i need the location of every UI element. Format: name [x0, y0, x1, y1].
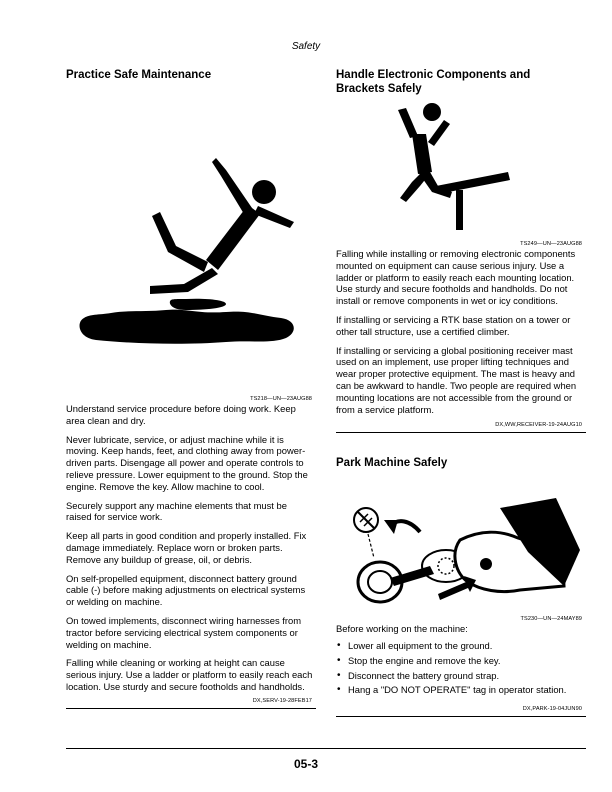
paragraph: If installing or servicing a global positioning receiver mast used on an implement, use proper lifting techniques and wear proper protective equipment. The mast is heavy and can be awkward to handle. Two people are required when mounting locations are not accessible from the ground or from a service platform.	[336, 344, 577, 415]
falling-climber-icon	[392, 102, 512, 234]
paragraph: Understand service procedure before doing work. Keep area clean and dry.	[66, 403, 296, 426]
park-steps-list	[336, 640, 588, 699]
paragraph: Never lubricate, service, or adjust machine while it is moving. Keep hands, feet, and clothing away from power-driven parts. Disengage all power and operate controls to relieve pressure. Lower equipment to the ground. Stop the engine. Remove the key. Allow machine to cool.	[66, 433, 308, 492]
document-code: DX,PARK-19-04JUN90	[522, 706, 582, 712]
handle-electronic-components-title	[336, 68, 596, 96]
section-divider	[336, 716, 586, 717]
footer-rule	[66, 748, 586, 749]
right-top-body	[336, 248, 586, 415]
falling-person-icon	[76, 150, 308, 350]
fall-from-structure-illustration	[392, 102, 512, 234]
title-line: Handle Electronic Components and	[336, 69, 531, 81]
paragraph: If installing or servicing a RTK base station on a tower or other tall structure, use a certified climber.	[336, 313, 571, 337]
remove-key-illustration	[350, 494, 586, 610]
figure-code: TS218—UN—23AUG88	[250, 396, 312, 402]
list-item: • Lower all equipment to the ground.	[336, 640, 588, 652]
paragraph: On self-propelled equipment, disconnect battery ground cable (-) before making adjustments on electrical systems or welding on machine.	[66, 572, 306, 608]
paragraph: Falling while installing or removing electronic components mounted on equipment can cause serious injury. Use a ladder or platform to easily reach each mounting location. Use sturdy and secure footholds and handholds. Do not install or remove components in wet or icy conditions.	[336, 248, 576, 307]
paragraph: Falling while cleaning or working at height can cause serious injury. Use a ladder or platform to easily reach each location. Use sturdy and secure footholds and handholds.	[66, 657, 313, 692]
paragraph: Securely support any machine elements that must be raised for service work.	[66, 499, 287, 523]
figure-code: TS249—UN—23AUG88	[520, 241, 582, 247]
paragraph: Keep all parts in good condition and properly installed. Fix damage immediately. Replace worn or broken parts. Remove any buildup of grease, oil, or debris.	[66, 530, 307, 565]
list-item: • Stop the engine and remove the key.	[336, 655, 588, 667]
figure-code: TS230—UN—24MAY89	[520, 616, 582, 622]
paragraph: On towed implements, disconnect wiring harnesses from tractor before servicing electrical system components or welding on machine.	[66, 614, 301, 650]
section-header: Safety	[291, 41, 321, 52]
section-divider	[336, 432, 586, 433]
fall-hazard-illustration	[76, 150, 308, 350]
document-code: DX,WW,RECEIVER-19-24AUG10	[495, 422, 582, 428]
park-machine-safely-title: Park Machine Safely	[336, 457, 448, 469]
title-line: Brackets Safely	[336, 83, 422, 95]
list-item: • Disconnect the battery ground strap.	[336, 670, 588, 682]
practice-safe-maintenance-title: Practice Safe Maintenance	[66, 69, 212, 81]
page-number: 05-3	[293, 757, 319, 771]
section-divider	[66, 708, 316, 709]
document-code: DX,SERV-19-28FEB17	[252, 698, 312, 704]
intro-text: Before working on the machine:	[336, 623, 468, 634]
list-item: • Hang a "DO NOT OPERATE" tag in operator station.	[336, 684, 588, 696]
key-removal-icon	[350, 494, 586, 610]
left-body	[66, 403, 314, 693]
